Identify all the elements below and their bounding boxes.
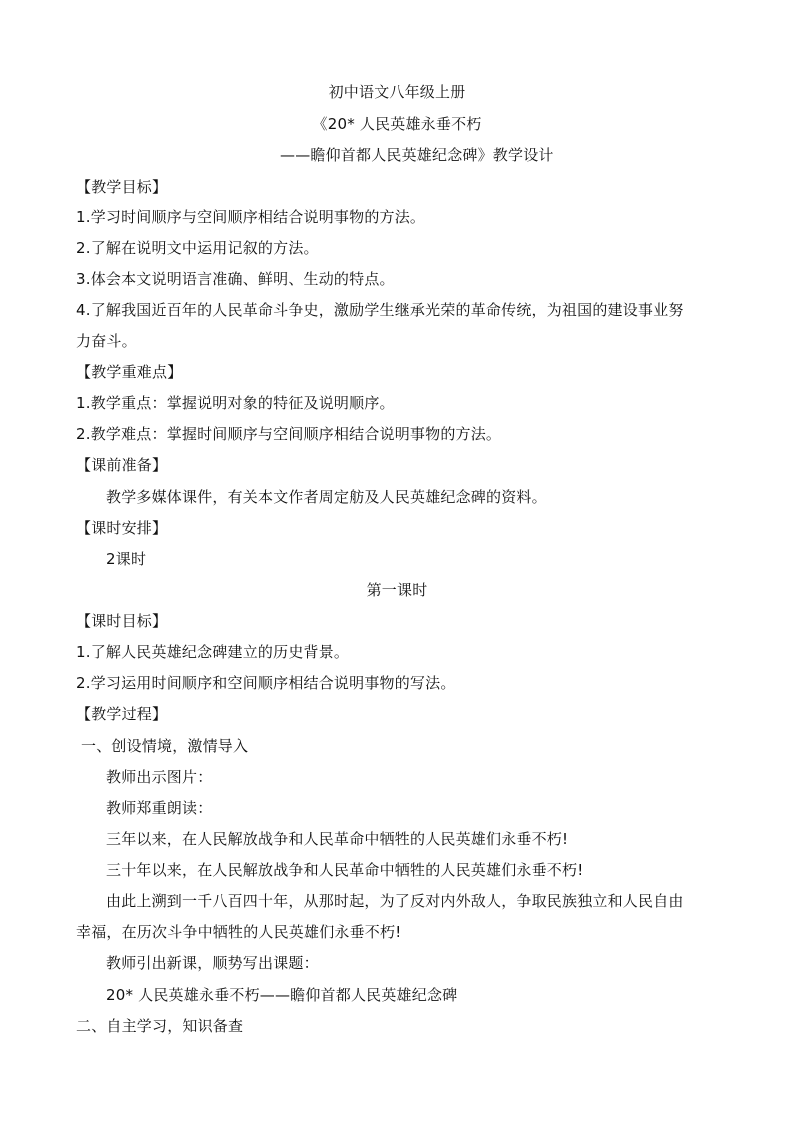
key-item-2: 2.教学难点：掌握时间顺序与空间顺序相结合说明事物的方法。 bbox=[76, 425, 502, 443]
process-paragraph-5-line2: 幸福，在历次斗争中牺牲的人民英雄们永垂不朽! bbox=[76, 923, 402, 941]
doc-title-grade: 初中语文八年级上册 bbox=[328, 83, 466, 101]
process-paragraph-3: 三年以来，在人民解放战争和人民革命中牺牲的人民英雄们永垂不朽! bbox=[106, 830, 569, 848]
section-process-heading: 【教学过程】 bbox=[76, 705, 168, 723]
section-prep-heading: 【课前准备】 bbox=[76, 456, 168, 474]
process-paragraph-5-line1: 由此上溯到一千八百四十年，从那时起，为了反对内外敌人，争取民族独立和人民自由 bbox=[106, 892, 684, 910]
goal-item-1: 1.学习时间顺序与空间顺序相结合说明事物的方法。 bbox=[76, 208, 426, 226]
goal-item-4-line2: 力奋斗。 bbox=[76, 332, 137, 350]
key-item-1: 1.教学重点：掌握说明对象的特征及说明顺序。 bbox=[76, 394, 395, 412]
process-paragraph-7: 20* 人民英雄永垂不朽——瞻仰首都人民英雄纪念碑 bbox=[106, 986, 458, 1004]
prep-text: 教学多媒体课件，有关本文作者周定舫及人民英雄纪念碑的资料。 bbox=[106, 488, 547, 506]
process-paragraph-6: 教师引出新课，顺势写出课题： bbox=[106, 954, 319, 972]
lesson-goal-2: 2.学习运用时间顺序和空间顺序相结合说明事物的写法。 bbox=[76, 674, 456, 692]
process-step-2-title: 二、自主学习，知识备查 bbox=[76, 1017, 244, 1035]
doc-subtitle: ——瞻仰首都人民英雄纪念碑》教学设计 bbox=[280, 146, 554, 164]
section-goals-heading: 【教学目标】 bbox=[76, 178, 168, 196]
goal-item-4-line1: 4.了解我国近百年的人民革命斗争史，激励学生继承光荣的革命传统，为祖国的建设事业努 bbox=[76, 301, 684, 319]
process-paragraph-2: 教师郑重朗读： bbox=[106, 799, 213, 817]
lesson-title: 第一课时 bbox=[366, 581, 428, 599]
doc-title-lesson: 《20* 人民英雄永垂不朽 bbox=[312, 115, 482, 133]
process-paragraph-4: 三十年以来，在人民解放战争和人民革命中牺牲的人民英雄们永垂不朽! bbox=[106, 861, 584, 879]
goal-item-3: 3.体会本文说明语言准确、鲜明、生动的特点。 bbox=[76, 270, 395, 288]
section-key-heading: 【教学重难点】 bbox=[76, 363, 183, 381]
process-step-1-title: 一、创设情境，激情导入 bbox=[81, 737, 249, 755]
goal-item-2: 2.了解在说明文中运用记叙的方法。 bbox=[76, 239, 319, 257]
process-paragraph-1: 教师出示图片： bbox=[106, 768, 213, 786]
section-lesson-goals-heading: 【课时目标】 bbox=[76, 612, 168, 630]
schedule-text: 2课时 bbox=[106, 550, 147, 568]
section-schedule-heading: 【课时安排】 bbox=[76, 519, 168, 537]
lesson-goal-1: 1.了解人民英雄纪念碑建立的历史背景。 bbox=[76, 643, 350, 661]
